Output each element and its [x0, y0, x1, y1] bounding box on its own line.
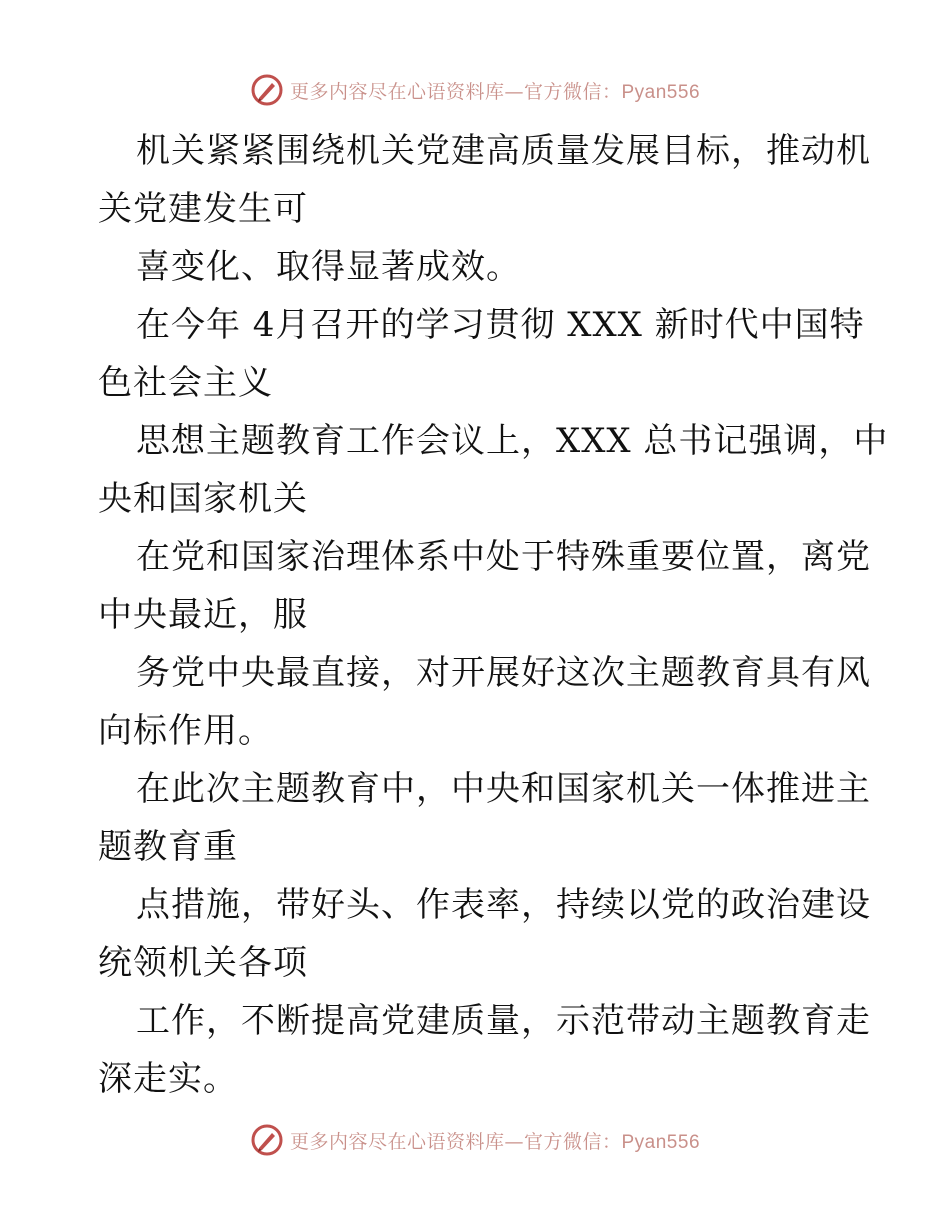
text-line: 央和国家机关 [98, 479, 308, 519]
text-line: 中央最近，服 [98, 595, 308, 635]
text-line: 喜变化、取得显著成效。 [136, 247, 521, 287]
text-line: 色社会主义 [98, 363, 273, 403]
watermark-text: 更多内容尽在心语资料库—官方微信：Pyan556 [289, 80, 701, 103]
text-line: 机关紧紧围绕机关党建高质量发展目标，推动机 [136, 131, 871, 171]
paragraph [98, 528, 871, 644]
text-line: 关党建发生可 [98, 189, 308, 229]
text-line: 在此次主题教育中，中央和国家机关一体推进主 [136, 769, 871, 809]
paragraph [98, 122, 871, 238]
paragraph [98, 992, 871, 1108]
pen-circle-logo-icon [250, 73, 284, 107]
document-body [98, 122, 889, 1108]
watermark-text: 更多内容尽在心语资料库—官方微信：Pyan556 [289, 1130, 701, 1153]
paragraph [98, 238, 858, 296]
pen-circle-logo-icon [250, 1123, 284, 1157]
footer-watermark [0, 1120, 950, 1160]
paragraph [98, 644, 871, 760]
text-line: 在今年 4月召开的学习贯彻 XXX 新时代中国特 [136, 305, 865, 345]
header-watermark [0, 70, 950, 110]
paragraph [98, 876, 871, 992]
paragraph [98, 760, 871, 876]
text-line: 深走实。 [98, 1059, 238, 1099]
text-line: 在党和国家治理体系中处于特殊重要位置，离党 [136, 537, 871, 577]
text-line: 务党中央最直接，对开展好这次主题教育具有风 [136, 653, 871, 693]
paragraph [98, 296, 865, 412]
text-line: 题教育重 [98, 827, 238, 867]
paragraph [98, 412, 889, 528]
text-line: 工作，不断提高党建质量，示范带动主题教育走 [136, 1001, 871, 1041]
text-line: 向标作用。 [98, 711, 273, 751]
text-line: 点措施，带好头、作表率，持续以党的政治建设 [136, 885, 871, 925]
text-line: 统领机关各项 [98, 943, 308, 983]
text-line: 思想主题教育工作会议上，XXX 总书记强调，中 [136, 421, 889, 461]
